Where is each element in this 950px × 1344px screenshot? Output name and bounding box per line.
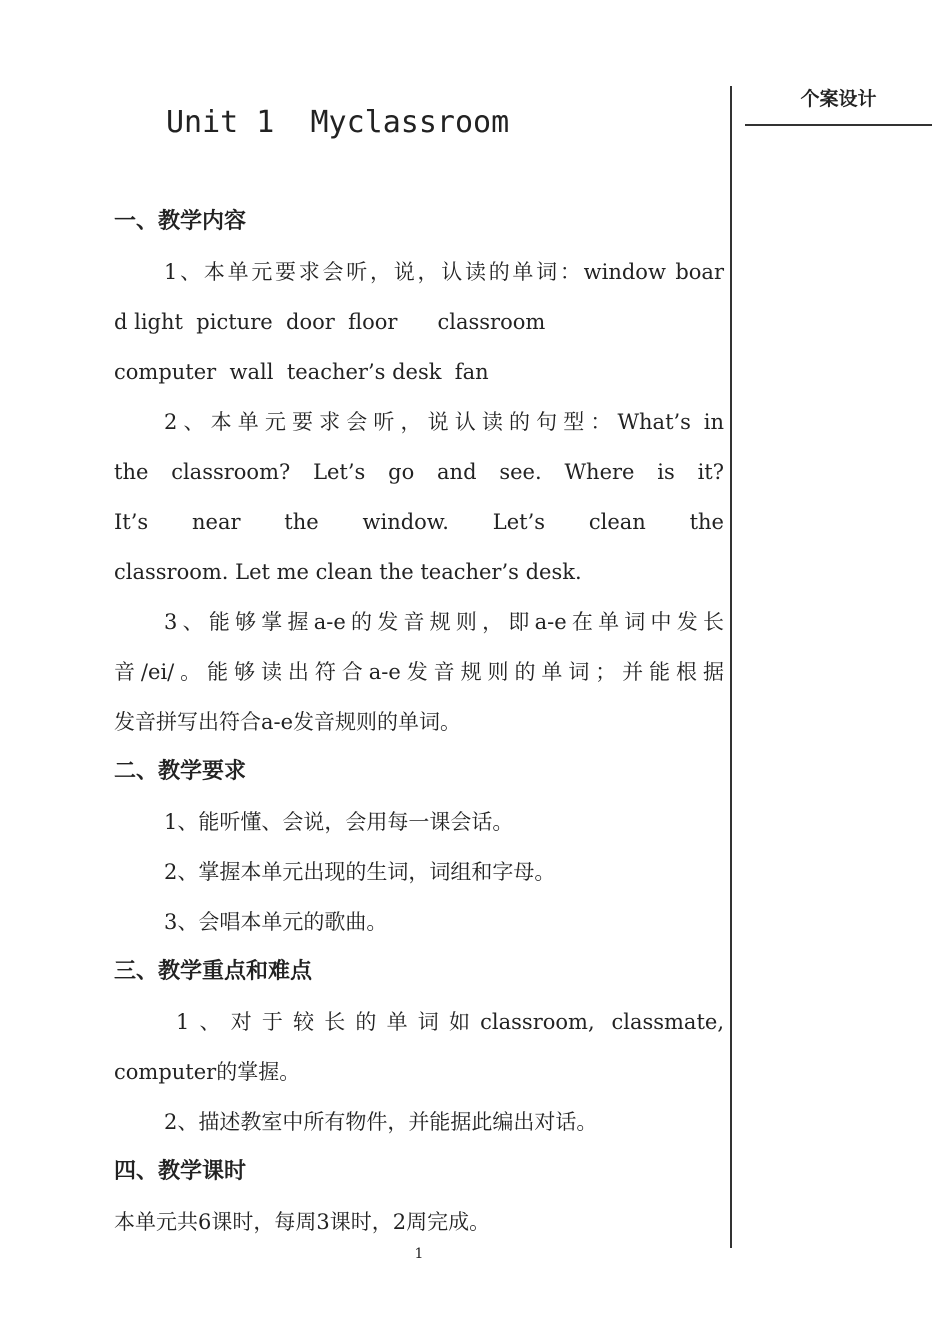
sidebar-rule bbox=[745, 124, 932, 126]
body-line: 2、掌握本单元出现的生词，词组和字母。 bbox=[164, 860, 556, 884]
body-line: 1、能听懂、会说，会用每一课会话。 bbox=[164, 810, 514, 834]
body-line: the classroom? Let’s go and see. Where is it? bbox=[114, 460, 724, 484]
body-line: 2、描述教室中所有物件，并能据此编出对话。 bbox=[164, 1110, 598, 1134]
body-line: 音/ei/。能够读出符合a-e发音规则的单词；并能根据 bbox=[114, 660, 724, 684]
body-line: 1、对于较长的单词如classroom, classmate, bbox=[176, 1010, 724, 1034]
section-heading-periods: 四、教学课时 bbox=[114, 1159, 247, 1184]
body-line: classroom. Let me clean the teacher’s desk. bbox=[114, 560, 582, 584]
margin-divider bbox=[730, 86, 732, 1248]
section-heading-requirements: 二、教学要求 bbox=[114, 759, 247, 784]
body-line: computer wall teacher’s desk fan bbox=[114, 360, 489, 384]
sidebar-title: 个案设计 bbox=[800, 88, 877, 110]
body-line: 2、本单元要求会听，说认读的句型：What’s in bbox=[164, 410, 724, 434]
body-line: It’s near the window. Let’s clean the bbox=[114, 510, 724, 534]
page-number: 1 bbox=[414, 1246, 424, 1262]
body-line: 3、会唱本单元的歌曲。 bbox=[164, 910, 388, 934]
body-line: 发音拼写出符合a-e发音规则的单词。 bbox=[114, 710, 462, 734]
body-line: 本单元共6课时，每周3课时，2周完成。 bbox=[114, 1210, 491, 1234]
document-body bbox=[114, 197, 724, 1247]
section-heading-content: 一、教学内容 bbox=[114, 209, 247, 234]
document-title: Unit 1 Myclassroom bbox=[166, 105, 510, 140]
body-line: 3、能够掌握a-e的发音规则，即a-e在单词中发长 bbox=[164, 610, 724, 634]
body-line: d light picture door floor classroom bbox=[114, 310, 546, 334]
body-line: 1、本单元要求会听，说，认读的单词：window boar bbox=[164, 260, 724, 284]
section-heading-key-points: 三、教学重点和难点 bbox=[114, 959, 313, 984]
body-line: computer的掌握。 bbox=[114, 1060, 301, 1084]
